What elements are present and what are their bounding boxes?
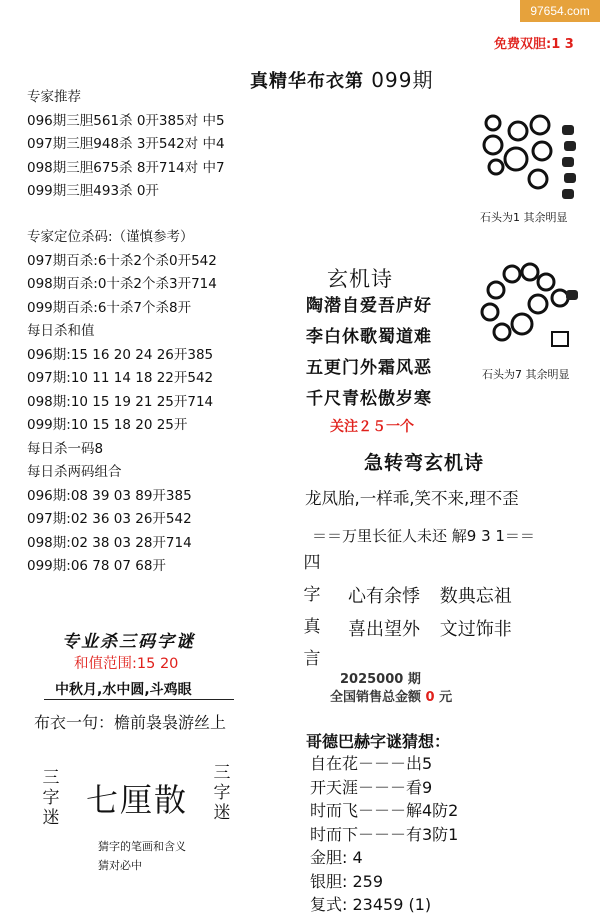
poem-line: 五更门外霜风恶 — [306, 358, 432, 378]
great-wall-line: ＝＝万里长征人未还 解9 3 1＝＝ — [312, 527, 535, 545]
goldbach-heading: 哥德巴赫字谜猜想： — [306, 732, 451, 751]
riddle-divider — [44, 699, 234, 700]
sum-kill-line: 098期:10 15 19 21 25开714 — [27, 393, 214, 410]
goldbach-line: 银胆: 259 — [310, 871, 384, 891]
position-kill-section — [27, 226, 217, 579]
sum-kill-heading: 每日杀和值 — [27, 323, 95, 339]
sum-kill-line: 099期:10 15 18 20 25开 — [27, 417, 188, 433]
watermark-badge: 97654.com — [520, 0, 600, 22]
goldbach-line: 时而下－－－有3防1 — [310, 824, 459, 844]
position-kill-line: 098期百杀:0十杀2个杀3开714 — [27, 276, 217, 292]
picture-caption-bottom: 石头为7 其余明显 — [482, 368, 570, 381]
riddle-left-tag: 三字迷 — [42, 768, 60, 828]
riddle-box-title: 专业杀三码字谜 — [62, 632, 195, 652]
title-text: 真精华布衣第 — [250, 71, 364, 92]
page-title — [250, 64, 433, 93]
sales-unit: 元 — [439, 690, 453, 705]
goldbach-list — [310, 752, 458, 917]
side-char: 真 — [303, 617, 321, 637]
expert-line: 097期三胆948杀 3开542对 中4 — [27, 136, 225, 152]
free-pick: 免费双胆:1 3 — [494, 37, 574, 52]
sales-amount: 0 — [425, 690, 435, 705]
sales-period: 2025000 期 — [340, 672, 421, 687]
expert-heading: 专家推荐 — [27, 89, 81, 105]
side-char: 言 — [303, 649, 321, 669]
position-kill-heading: 专家定位杀码:（谨慎参考） — [27, 229, 194, 245]
riddle-note: 猜对必中 — [98, 859, 142, 872]
mystic-poem-heading: 玄机诗 — [327, 267, 393, 291]
two-code-line: 097期:02 36 03 26开542 — [27, 511, 192, 527]
sales-total — [330, 686, 452, 705]
goldbach-line: 金胆: 4 — [310, 848, 363, 867]
sum-kill-line: 097期:10 11 14 18 22开542 — [27, 370, 214, 386]
sharp-turn-heading: 急转弯玄机诗 — [364, 452, 485, 474]
sum-kill-line: 096期:15 16 20 24 26开385 — [27, 346, 214, 363]
side-char: 字 — [303, 585, 321, 605]
sum-range: 和值范围:15 20 — [74, 656, 179, 672]
mystic-poem — [306, 291, 432, 415]
expert-line: 098期三胆675杀 8开714对 中7 — [27, 159, 225, 176]
side-char: 四 — [303, 553, 321, 573]
goldbach-line: 自在花－－－出5 — [310, 754, 433, 773]
riddle-hint: 中秋月,水中圆,斗鸡眼 — [55, 682, 192, 698]
poem-line: 陶潜自爱吾庐好 — [306, 296, 432, 316]
two-code-line: 096期:08 39 03 89开385 — [27, 487, 192, 504]
phrase: 喜出望外 — [348, 619, 420, 640]
follow-note: 关注２５一个 — [330, 419, 414, 435]
expert-section — [27, 86, 225, 204]
position-kill-line: 099期百杀:6十杀7个杀8开 — [27, 299, 192, 316]
four-chars-row2 — [348, 615, 512, 641]
phrase: 数典忘祖 — [439, 586, 512, 607]
goldbach-line: 开天涯－－－看9 — [310, 777, 433, 797]
sharp-turn-line: 龙凤胎,一样乖,笑不来,理不歪 — [305, 489, 519, 508]
picture-caption-top: 石头为1 其余明显 — [480, 211, 568, 224]
phrase: 文过饰非 — [439, 619, 512, 640]
expert-line: 099期三胆493杀 0开 — [27, 183, 159, 199]
poem-line: 千尺青松傲岁寒 — [306, 389, 432, 409]
riddle-right-tag: 三字迷 — [213, 763, 231, 823]
goldbach-line: 复式: 23459 (1) — [310, 895, 432, 914]
goldbach-line: 时而飞－－－解4防2 — [310, 801, 459, 820]
stone-coins-picture-top — [478, 105, 593, 205]
stone-coins-picture-bottom — [478, 258, 590, 358]
expert-line: 096期三胆561杀 0开385对 中5 — [27, 112, 225, 129]
main-riddle: 七厘散 — [86, 781, 189, 819]
buyi-line: 布衣一句：檐前袅袅游丝上 — [34, 713, 227, 732]
two-code-heading: 每日杀两码组合 — [27, 464, 122, 480]
poem-line: 李白休歌蜀道难 — [306, 327, 432, 347]
one-code-heading: 每日杀一码8 — [27, 440, 104, 457]
position-kill-line: 097期百杀:6十杀2个杀0开542 — [27, 252, 217, 269]
two-code-line: 099期:06 78 07 68开 — [27, 558, 166, 574]
riddle-note: 猜字的笔画和含义 — [98, 840, 186, 853]
four-chars-side — [302, 547, 322, 675]
title-issue: 099期 — [371, 68, 434, 92]
two-code-line: 098期:02 38 03 28开714 — [27, 534, 192, 551]
phrase: 心有余悸 — [348, 586, 420, 607]
four-chars-row1 — [348, 582, 512, 608]
sales-label: 全国销售总金额 — [330, 690, 422, 705]
